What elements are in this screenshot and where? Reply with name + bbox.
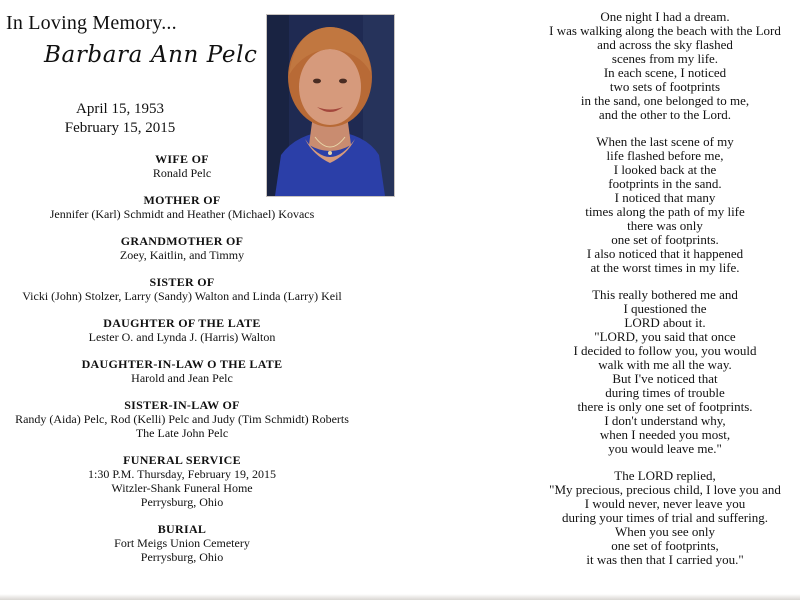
poem-line: I also noticed that it happened <box>586 246 744 261</box>
poem-line: I would never, never leave you <box>584 496 746 511</box>
section-title: WIFE OF <box>155 152 209 166</box>
poem-line: and the other to the Lord. <box>598 107 732 122</box>
poem-line: I don't understand why, <box>604 413 726 428</box>
section-title: MOTHER OF <box>143 193 221 207</box>
poem-line: I noticed that many <box>614 190 716 205</box>
poem-line: scenes from my life. <box>611 51 719 66</box>
section-line: Perrysburg, Ohio <box>140 550 224 564</box>
poem-line: I decided to follow you, you would <box>573 343 757 358</box>
poem-line: one set of footprints, <box>611 538 719 553</box>
poem-line: I looked back at the <box>613 162 717 177</box>
poem-line: When the last scene of my <box>596 134 734 149</box>
section-title: DAUGHTER OF THE LATE <box>103 316 261 330</box>
poem-line: when I needed you most, <box>599 427 731 442</box>
poem-line: during times of trouble <box>605 385 725 400</box>
poem-line: walk with me all the way. <box>598 357 732 372</box>
birth-date: April 15, 1953 <box>76 101 164 117</box>
section-line: Vicki (John) Stolzer, Larry (Sandy) Walton and Linda (Larry) Keil <box>22 289 342 303</box>
family-section <box>0 357 364 385</box>
poem-stanza <box>534 288 796 456</box>
poem-line: The LORD replied, <box>614 468 716 483</box>
section-title: SISTER-IN-LAW OF <box>124 398 240 412</box>
poem-line: This really bothered me and <box>592 287 738 302</box>
poem-line: two sets of footprints <box>609 79 721 94</box>
family-section <box>0 453 364 509</box>
section-line: The Late John Pelc <box>135 426 229 440</box>
section-line: 1:30 P.M. Thursday, February 19, 2015 <box>88 467 276 481</box>
poem-line: you would leave me." <box>608 441 722 456</box>
section-line: Fort Meigs Union Cemetery <box>114 536 250 550</box>
section-line: Jennifer (Karl) Schmidt and Heather (Michael) Kovacs <box>49 207 315 221</box>
poem-line: I questioned the <box>623 301 707 316</box>
memorial-heading: In Loving Memory... <box>6 12 177 34</box>
poem-line: One night I had a dream. <box>600 9 730 24</box>
poem-line: and across the sky flashed <box>597 37 733 52</box>
family-section <box>0 193 364 221</box>
poem-line: it was then that I carried you." <box>586 552 744 567</box>
page-edge <box>0 594 800 600</box>
family-section <box>0 152 364 180</box>
poem-line: I was walking along the beach with the Lord <box>549 23 781 38</box>
poem-stanza <box>534 10 796 122</box>
poem-line: times along the path of my life <box>585 204 745 219</box>
family-section <box>0 275 364 303</box>
section-title: SISTER OF <box>149 275 215 289</box>
section-line: Perrysburg, Ohio <box>140 495 224 509</box>
poem-line: life flashed before me, <box>606 148 724 163</box>
family-section <box>0 234 364 262</box>
poem-stanza <box>534 469 796 567</box>
poem-line: at the worst times in my life. <box>590 260 740 275</box>
section-title: BURIAL <box>157 522 207 536</box>
deceased-name: Barbara Ann Pelc <box>44 42 258 68</box>
poem-line: LORD about it. <box>624 315 706 330</box>
poem-line: one set of footprints. <box>611 232 719 247</box>
poem-line: When you see only <box>614 524 715 539</box>
section-line: Harold and Jean Pelc <box>131 371 233 385</box>
poem-line: there was only <box>627 218 703 233</box>
poem-line: there is only one set of footprints. <box>577 399 753 414</box>
poem-line: during your times of trial and suffering. <box>562 510 768 525</box>
poem-stanza <box>534 135 796 275</box>
poem-line: "My precious, precious child, I love you and <box>549 482 781 497</box>
section-title: GRANDMOTHER OF <box>120 234 244 248</box>
section-title: FUNERAL SERVICE <box>123 453 241 467</box>
section-line: Ronald Pelc <box>152 166 212 180</box>
life-dates <box>40 100 200 138</box>
family-section <box>0 522 364 564</box>
family-list <box>0 152 364 577</box>
section-line: Randy (Aida) Pelc, Rod (Kelli) Pelc and Judy (Tim Schmidt) Roberts <box>15 412 349 426</box>
poem-line: in the sand, one belonged to me, <box>580 93 750 108</box>
poem-line: But I've noticed that <box>612 371 718 386</box>
footprints-poem <box>534 10 796 580</box>
section-line: Lester O. and Lynda J. (Harris) Walton <box>88 330 276 344</box>
section-title: DAUGHTER-IN-LAW O THE LATE <box>81 357 283 371</box>
section-line: Zoey, Kaitlin, and Timmy <box>119 248 245 262</box>
poem-line: In each scene, I noticed <box>603 65 727 80</box>
family-section <box>0 398 364 440</box>
poem-line: footprints in the sand. <box>608 176 722 191</box>
section-line: Witzler-Shank Funeral Home <box>111 481 253 495</box>
poem-line: "LORD, you said that once <box>594 329 736 344</box>
death-date: February 15, 2015 <box>64 120 176 136</box>
family-section <box>0 316 364 344</box>
